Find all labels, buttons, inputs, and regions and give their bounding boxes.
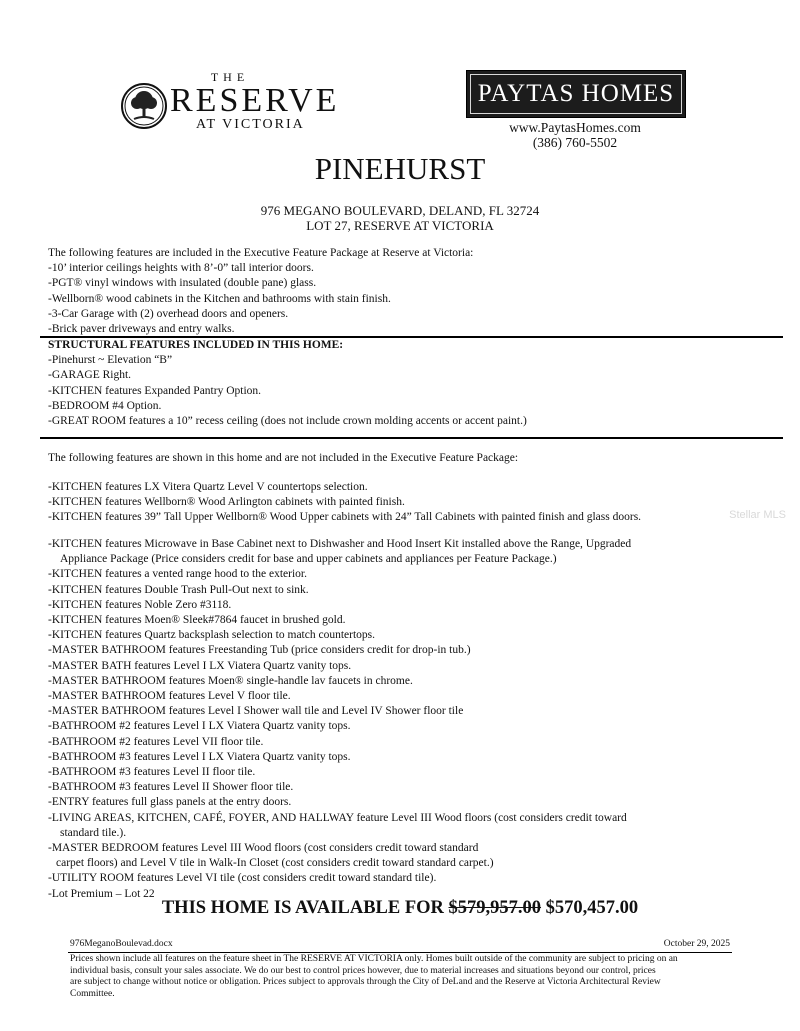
- address-line-1: 976 MEGANO BOULEVARD, DELAND, FL 32724: [260, 203, 540, 218]
- list-item: -Wellborn® wood cabinets in the Kitchen and bathrooms with stain finish.: [48, 292, 391, 305]
- list-item-continuation: Appliance Package (Price considers credit for base and upper cabinets and appliances per Feature Package.): [60, 553, 557, 566]
- watermark: Stellar MLS: [729, 509, 786, 521]
- list-item-continuation: standard tile.).: [60, 826, 127, 839]
- list-item: -LIVING AREAS, KITCHEN, CAFÉ, FOYER, AND HALLWAY feature Level III Wood floors (cost considers credit toward: [48, 811, 627, 824]
- brand-name: PAYTAS HOMES: [477, 80, 675, 107]
- list-item: -BATHROOM #2 features Level VII floor tile.: [48, 735, 264, 748]
- list-item: -KITCHEN features Microwave in Base Cabinet next to Dishwasher and Hood Insert Kit installed above the Range, Upgraded: [48, 538, 632, 550]
- logo-the: THE: [210, 70, 250, 84]
- logo-subtitle: AT VICTORIA: [196, 117, 305, 132]
- footer-filename: 976MeganoBoulevad.docx: [70, 939, 173, 949]
- tree-emblem-icon: [120, 82, 168, 130]
- list-item: -BATHROOM #3 features Level I LX Viatera Quartz vanity tops.: [48, 750, 351, 763]
- list-item: -KITCHEN features Wellborn® Wood Arlington cabinets with painted finish.: [48, 496, 405, 509]
- not-included-intro: The following features are shown in this home and are not included in the Executive Feature Package:: [48, 452, 519, 464]
- disclaimer: [70, 954, 732, 1000]
- old-price: $579,957.00: [448, 898, 542, 918]
- new-price: $570,457.00: [545, 898, 639, 918]
- structural-heading: STRUCTURAL FEATURES INCLUDED IN THIS HOME:: [48, 339, 344, 351]
- structural-section: [48, 338, 527, 429]
- list-item-continuation: carpet floors) and Level V tile in Walk-In Closet (cost considers credit toward standard carpet.): [56, 857, 494, 870]
- list-item: -PGT® vinyl windows with insulated (double pane) glass.: [48, 277, 317, 290]
- not-included-group-2: [48, 537, 631, 902]
- list-item: -Pinehurst ~ Elevation “B”: [48, 354, 173, 367]
- not-included-group-1: [48, 480, 641, 526]
- brand-website: www.PaytasHomes.com: [509, 120, 641, 135]
- list-item: -BEDROOM #4 Option.: [48, 399, 162, 412]
- page-title: PINEHURST: [314, 151, 486, 186]
- price-label: THIS HOME IS AVAILABLE FOR: [161, 898, 444, 918]
- list-item: -KITCHEN features a vented range hood to the exterior.: [48, 568, 307, 581]
- list-item: -MASTER BATHROOM features Level V floor tile.: [48, 690, 291, 703]
- list-item: -10’ interior ceilings heights with 8’-0” tall interior doors.: [48, 262, 314, 275]
- disclaimer-line: Prices shown include all features on the feature sheet in The RESERVE AT VICTORIA only. Homes built outside of the community are subject to pricing on an: [70, 954, 678, 964]
- list-item: -3-Car Garage with (2) overhead doors and openers.: [48, 307, 289, 320]
- list-item: -KITCHEN features Moen® Sleek#7864 faucet in brushed gold.: [48, 614, 346, 627]
- price-line: [0, 898, 800, 919]
- list-item: -GREAT ROOM features a 10” recess ceiling (does not include crown molding accents or accent paint.): [48, 415, 527, 428]
- list-item: -KITCHEN features Quartz backsplash selection to match countertops.: [48, 629, 376, 642]
- list-item: -Brick paver driveways and entry walks.: [48, 323, 235, 336]
- list-item: -BATHROOM #3 features Level II floor tile.: [48, 766, 256, 779]
- list-item: -BATHROOM #3 features Level II Shower floor tile.: [48, 781, 294, 794]
- list-item: -MASTER BATHROOM features Freestanding Tub (price considers credit for drop-in tub.): [48, 644, 471, 657]
- list-item: -MASTER BATHROOM features Level I Shower wall tile and Level IV Shower floor tile: [48, 705, 464, 718]
- list-item: -BATHROOM #2 features Level I LX Viatera Quartz vanity tops.: [48, 720, 351, 733]
- section-divider: [40, 437, 783, 439]
- list-item: -KITCHEN features Double Trash Pull-Out next to sink.: [48, 583, 309, 596]
- executive-package-section: [48, 246, 473, 337]
- list-item: -KITCHEN features LX Vitera Quartz Level V countertops selection.: [48, 481, 368, 493]
- address-line-2: LOT 27, RESERVE AT VICTORIA: [306, 218, 494, 233]
- brand-logo-box: [466, 70, 686, 118]
- logo-name: RESERVE: [170, 82, 340, 119]
- disclaimer-line: are subject to change without notice or obligation. Prices subject to approvals through the City of DeLand and the Reserve at Victoria Architectural Review: [70, 977, 661, 987]
- list-item: -MASTER BATHROOM features Moen® single-handle lav faucets in chrome.: [48, 674, 413, 687]
- disclaimer-line: Committee.: [70, 988, 115, 999]
- list-item: -KITCHEN features Expanded Pantry Option.: [48, 384, 262, 397]
- list-item: -UTILITY ROOM features Level VI tile (cost considers credit toward standard tile).: [48, 872, 437, 885]
- brand-phone: (386) 760-5502: [532, 135, 618, 150]
- list-item: -KITCHEN features Noble Zero #3118.: [48, 598, 232, 611]
- disclaimer-line: individual basis, consult your sales associate. We do our best to control prices however, due to material increases and situations beyond our control, prices: [70, 965, 656, 976]
- footer-divider: [68, 952, 732, 953]
- footer-date: October 29, 2025: [663, 939, 730, 949]
- list-item: -GARAGE Right.: [48, 369, 132, 382]
- list-item: -ENTRY features full glass panels at the entry doors.: [48, 796, 292, 809]
- list-item: -KITCHEN features 39” Tall Upper Wellborn® Wood Upper cabinets with 24” Tall Cabinets with painted finish and glass doors.: [48, 511, 642, 524]
- list-item: -MASTER BEDROOM features Level III Wood floors (cost considers credit toward standard: [48, 842, 479, 855]
- executive-package-intro: The following features are included in the Executive Feature Package at Reserve at Victoria:: [48, 247, 474, 259]
- list-item: -MASTER BATH features Level I LX Viatera Quartz vanity tops.: [48, 659, 352, 672]
- list-item: -Lot Premium – Lot 22: [48, 887, 155, 900]
